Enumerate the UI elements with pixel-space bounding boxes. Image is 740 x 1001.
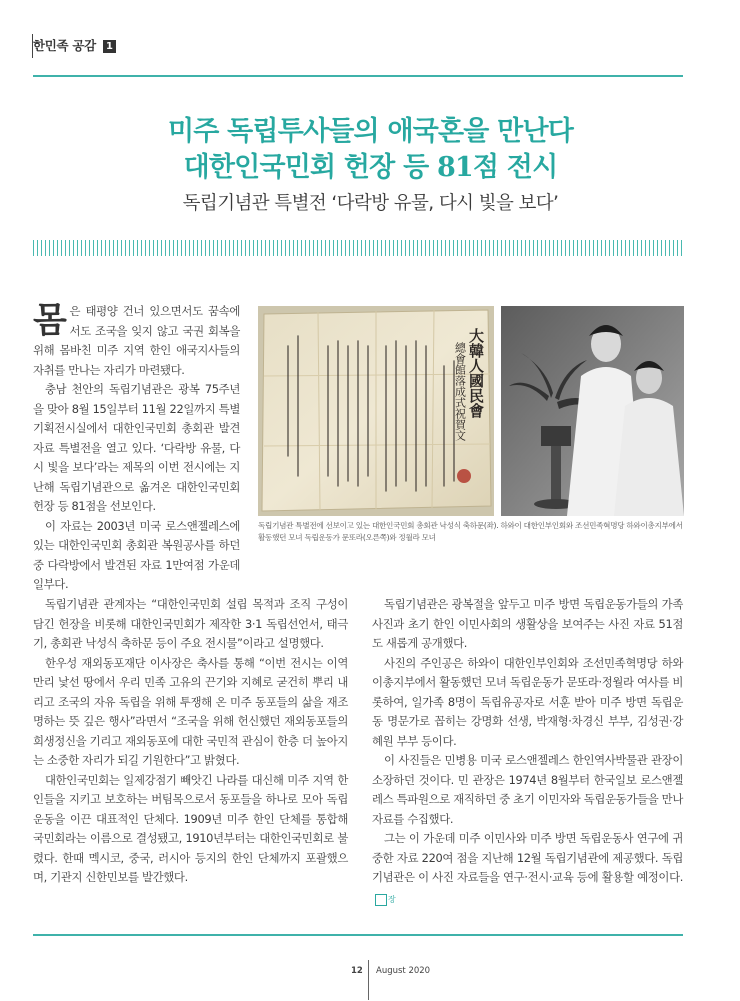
headline-line-2: 대한인국민회 헌장 등 81점 전시 (183, 152, 558, 183)
headline-line-1: 미주 독립투사들의 애국혼을 만난다 (167, 116, 574, 147)
paragraph: 한우성 재외동포재단 이사장은 축사를 통해 “이번 전시는 이역만리 낯선 땅에서 우리 민족 고유의 끈기와 지혜로 굳건히 뿌리 내리고 조국의 자유 독립을 위해 투쟁해 온 미주 동포들의 삶을 재조명하는 뜻 깊은 행사”라면서 “조국을 위해 헌신했던 재외동포들의 희생정신을 기리고 재외동포에 대한 국민적 관심이 한층 더 높아지는 소중한 자리가 되길 기원한다”고 밝혔다. (33, 655, 348, 767)
lead-paragraph (33, 302, 240, 380)
paragraph: 충남 천안의 독립기념관은 광복 75주년을 맞아 8월 15일부터 11월 22일까지 특별기획전시실에서 대한인국민회 총회관 발견 자료 특별전을 열고 있다. ‘다락방 유물, 다시 빛을 보다’라는 제목의 이번 전시에는 지난해 독립기념관으로 옮겨온 대한인국민회 헌장 등 81점을 선보인다. (33, 382, 240, 513)
paragraph: 대한인국민회는 일제강점기 빼앗긴 나라를 대신해 미주 지역 한인들을 지키고 보호하는 버팀목으로서 동포들을 하나로 모아 독립운동을 이끈 대표적인 단체다. 1909년 미주 한인 단체를 통합해 국민회라는 이름으로 결성됐고, 1910년부터는 대한인국민회로 불렸다. 한때 멕시코, 중국, 러시아 등지의 한인 단체까지 포괄했으며, 기관지 신한민보를 발간했다. (33, 772, 348, 884)
section-label (33, 36, 116, 54)
footer-divider (368, 960, 369, 1000)
section-label-text: 한민족 공감 (33, 38, 96, 53)
page-number: 12 (351, 966, 363, 976)
paragraph: 독립기념관 관계자는 “대한인국민회 설립 목적과 조직 구성이 담긴 헌장을 비롯해 대한인국민회가 제작한 3·1 독립선언서, 태극기, 총회관 낙성식 축하문 등이 주요 전시물”이라고 설명했다. (33, 597, 348, 650)
closing-paragraph (372, 829, 683, 907)
document-heading: 大韓人國民會 (467, 328, 485, 418)
portrait-photo (501, 306, 684, 516)
article-wide-column (33, 595, 348, 888)
document-photo (258, 306, 494, 516)
paragraph: 독립기념관은 광복절을 앞두고 미주 방면 독립운동가들의 가족사진과 초기 한인 이민사회의 생활상을 보여주는 사진 자료 51점도 새롭게 공개했다. (372, 597, 683, 650)
subheadline: 독립기념관 특별전 ‘다락방 유물, 다시 빛을 보다’ (182, 193, 559, 214)
congratulatory-letter-illustration (258, 306, 494, 516)
photo-caption: 독립기념관 특별전에 선보이고 있는 대한인국민회 총회관 낙성식 축하문(좌). 하와이 대한인부인회와 조선민족혁명당 하와이총지부에서 활동했던 모녀 독립운동가 문또라(오른쪽)와 정월라 모녀 (258, 521, 683, 542)
paragraph: 사진의 주인공은 하와이 대한인부인회와 조선민족혁명당 하와이총지부에서 활동했던 모녀 독립운동가 문또라·정월라 여사를 비롯하여, 일가족 8명이 독립유공자로 서훈 받아 미주 방면 독립운동 명문가로 꼽히는 강명화 선생, 박재형·차경신 부부, 김성권·강혜원 부부 등이다. (372, 655, 683, 748)
section-number-badge: 1 (103, 40, 116, 53)
decorative-stripe-band (33, 240, 683, 256)
lead-paragraph-text: 은 태평양 건너 있으면서도 꿈속에서도 조국을 잊지 않고 국권 회복을 위해 몸바친 미주 지역 한인 애국지사들의 자취를 만나는 자리가 마련됐다. (33, 304, 240, 377)
mother-daughter-portrait-illustration (501, 306, 684, 516)
closing-paragraph-text: 그는 이 가운데 미주 이민사와 미주 방면 독립운동사 연구에 귀중한 자료 220여 점을 지난해 12월 독립기념관에 제공했다. 독립기념관은 이 사진 자료들을 연구·전시·교육 등에 활용할 예정이다. (372, 831, 683, 884)
issue-date: August 2020 (376, 966, 431, 976)
paragraph: 이 자료는 2003년 미국 로스앤젤레스에 있는 대한인국민회 총회관 복원공사를 하던 중 다락방에서 발견된 자료 1만여점 가운데 일부다. (33, 518, 240, 591)
article-left-column (33, 302, 240, 595)
top-rule (33, 75, 683, 77)
article-right-column (372, 595, 683, 907)
red-seal (457, 469, 471, 483)
paragraph: 이 사진들은 민병용 미국 로스앤젤레스 한인역사박물관 관장이 소장하던 것이다. 민 관장은 1974년 8월부터 한국일보 로스앤젤레스 특파원으로 재직하던 중 초기 이민자와 독립운동가들을 만나 자료를 수집했다. (372, 753, 683, 826)
bottom-rule (33, 934, 683, 936)
document-subheading: 總會館落成式祝賀文 (453, 342, 467, 441)
end-mark-icon: 장 (375, 894, 387, 906)
dropcap: 몸 (33, 301, 67, 341)
